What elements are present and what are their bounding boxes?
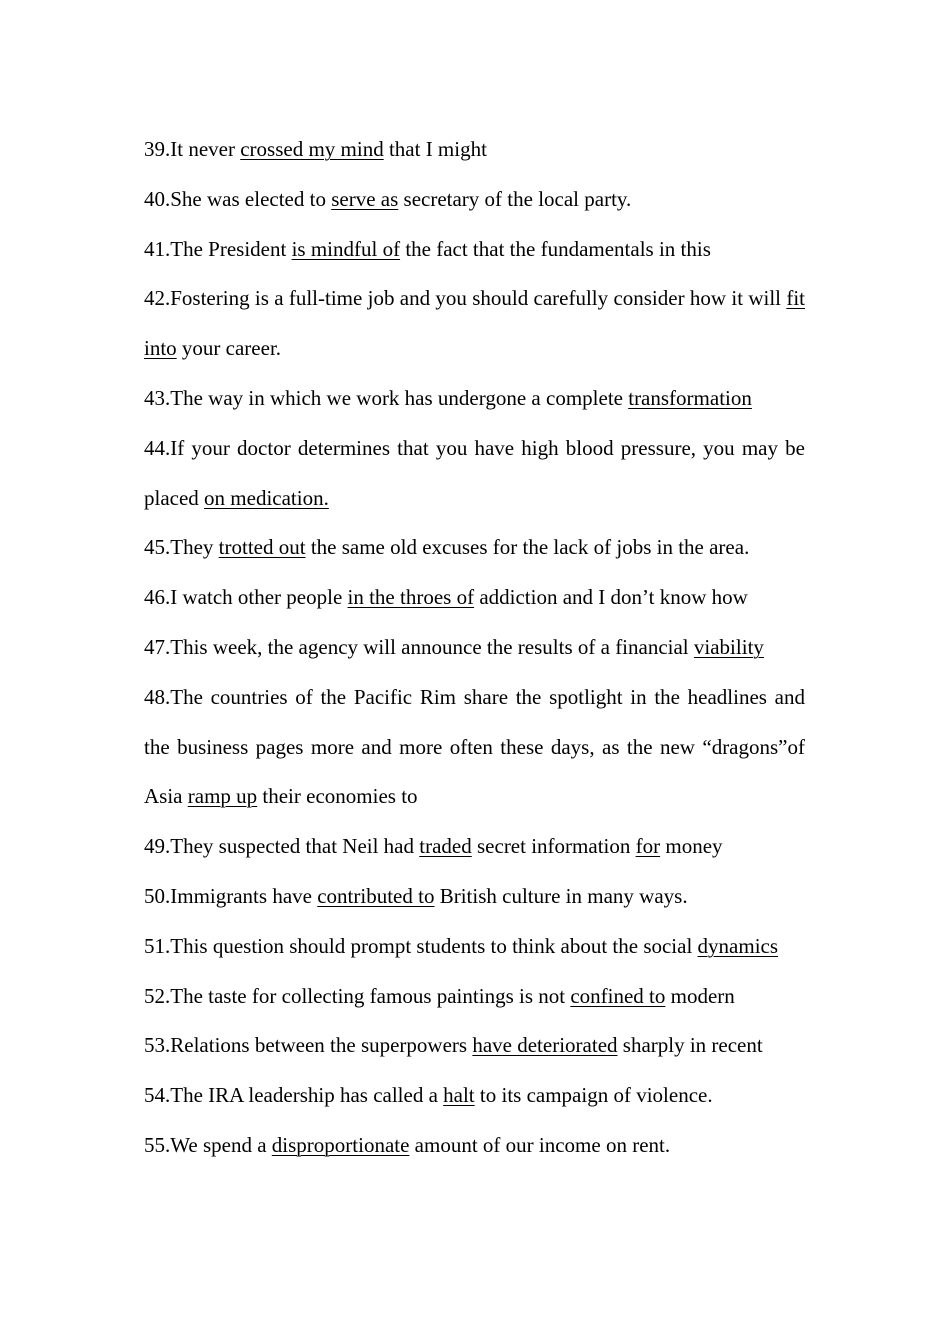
- sentence-item: [144, 374, 805, 424]
- sentence-number: 47.: [144, 634, 171, 659]
- sentence-item: [144, 523, 805, 573]
- sentence-number: 49.: [144, 834, 171, 859]
- sentence-text: that I might: [383, 137, 487, 161]
- sentence-item: [144, 673, 805, 822]
- underlined-phrase: in the throes of: [347, 585, 475, 610]
- sentence-text: amount of our income on rent.: [409, 1132, 671, 1157]
- underlined-phrase: dynamics: [697, 933, 779, 958]
- underlined-phrase: crossed my mind: [240, 137, 384, 161]
- sentence-text: I watch other people: [170, 585, 348, 610]
- sentence-text: We spend a: [170, 1132, 272, 1157]
- sentence-number: 55.: [144, 1132, 171, 1157]
- sentence-number: 43.: [144, 385, 171, 410]
- sentence-text: the fact that the fundamentals in this: [400, 236, 711, 261]
- sentence-text: If your doctor determines that you have high blood pressure, you may be placed: [144, 435, 805, 510]
- sentence-text: modern: [665, 983, 735, 1008]
- underlined-phrase: serve as: [331, 186, 399, 211]
- sentence-text: The countries of the Pacific Rim share the spotlight in the headlines and the business pages more and more often these days, as the new “dragons”of Asia: [144, 684, 805, 809]
- sentence-item: [144, 922, 805, 972]
- sentence-item: [144, 175, 805, 225]
- sentence-text: addiction and I don’t know how: [474, 585, 748, 610]
- sentence-item: [144, 225, 805, 275]
- underlined-phrase: for: [635, 834, 661, 859]
- sentence-item: [144, 623, 805, 673]
- sentence-number: 53.: [144, 1033, 171, 1058]
- sentence-item: [144, 822, 805, 872]
- sentence-number: 46.: [144, 585, 171, 610]
- sentence-item: [144, 1071, 805, 1121]
- sentence-text: The IRA leadership has called a: [170, 1083, 444, 1108]
- sentence-item: [144, 573, 805, 623]
- underlined-phrase: traded: [419, 834, 472, 859]
- sentence-item: [144, 872, 805, 922]
- sentence-number: 42.: [144, 286, 171, 311]
- sentence-text: British culture in many ways.: [434, 883, 688, 908]
- underlined-phrase: confined to: [570, 983, 666, 1008]
- sentence-text: to its campaign of violence.: [474, 1083, 713, 1108]
- sentence-number: 52.: [144, 983, 171, 1008]
- sentence-text: Immigrants have: [170, 883, 318, 908]
- sentence-text: They suspected that Neil had: [170, 834, 420, 859]
- sentence-number: 45.: [144, 535, 171, 560]
- sentence-item: [144, 274, 805, 374]
- sentence-number: 44.: [144, 435, 171, 460]
- sentence-text: Relations between the superpowers: [170, 1033, 473, 1058]
- sentence-text: your career.: [176, 336, 282, 361]
- sentence-text: The way in which we work has undergone a complete: [170, 385, 629, 410]
- sentence-text: It never: [170, 137, 241, 161]
- sentence-text: money: [660, 834, 723, 859]
- sentence-text: sharply in recent: [617, 1033, 763, 1058]
- sentence-item: [144, 972, 805, 1022]
- sentence-item: [144, 1121, 805, 1171]
- sentence-list: [144, 125, 805, 1171]
- sentence-text: This question should prompt students to think about the social: [170, 933, 698, 958]
- underlined-phrase: transformation: [628, 385, 752, 410]
- sentence-item: [144, 125, 805, 175]
- sentence-text: secret information: [471, 834, 636, 859]
- underlined-phrase: have deteriorated: [472, 1033, 618, 1058]
- underlined-phrase: ramp up: [187, 784, 258, 809]
- sentence-number: 40.: [144, 186, 171, 211]
- underlined-phrase: on medication.: [204, 485, 329, 510]
- sentence-text: The taste for collecting famous paintings is not: [170, 983, 571, 1008]
- sentence-text: secretary of the local party.: [398, 186, 632, 211]
- sentence-item: [144, 1021, 805, 1071]
- sentence-text: Fostering is a full-time job and you should carefully consider how it will: [170, 286, 787, 311]
- underlined-phrase: fit into: [144, 286, 805, 361]
- sentence-text: their economies to: [257, 784, 418, 809]
- underlined-phrase: trotted out: [218, 535, 306, 560]
- sentence-text: The President: [170, 236, 292, 261]
- underlined-phrase: contributed to: [317, 883, 435, 908]
- sentence-item: [144, 424, 805, 524]
- sentence-number: 54.: [144, 1083, 171, 1108]
- underlined-phrase: disproportionate: [271, 1132, 410, 1157]
- sentence-number: 41.: [144, 236, 171, 261]
- sentence-number: 48.: [144, 684, 171, 709]
- sentence-text: They: [170, 535, 219, 560]
- sentence-number: 39.: [144, 137, 171, 161]
- sentence-text: This week, the agency will announce the results of a financial: [170, 634, 694, 659]
- sentence-number: 50.: [144, 883, 171, 908]
- underlined-phrase: is mindful of: [291, 236, 401, 261]
- sentence-text: the same old excuses for the lack of jobs in the area.: [305, 535, 750, 560]
- underlined-phrase: viability: [693, 634, 764, 659]
- sentence-number: 51.: [144, 933, 171, 958]
- sentence-text: She was elected to: [170, 186, 332, 211]
- underlined-phrase: halt: [443, 1083, 475, 1108]
